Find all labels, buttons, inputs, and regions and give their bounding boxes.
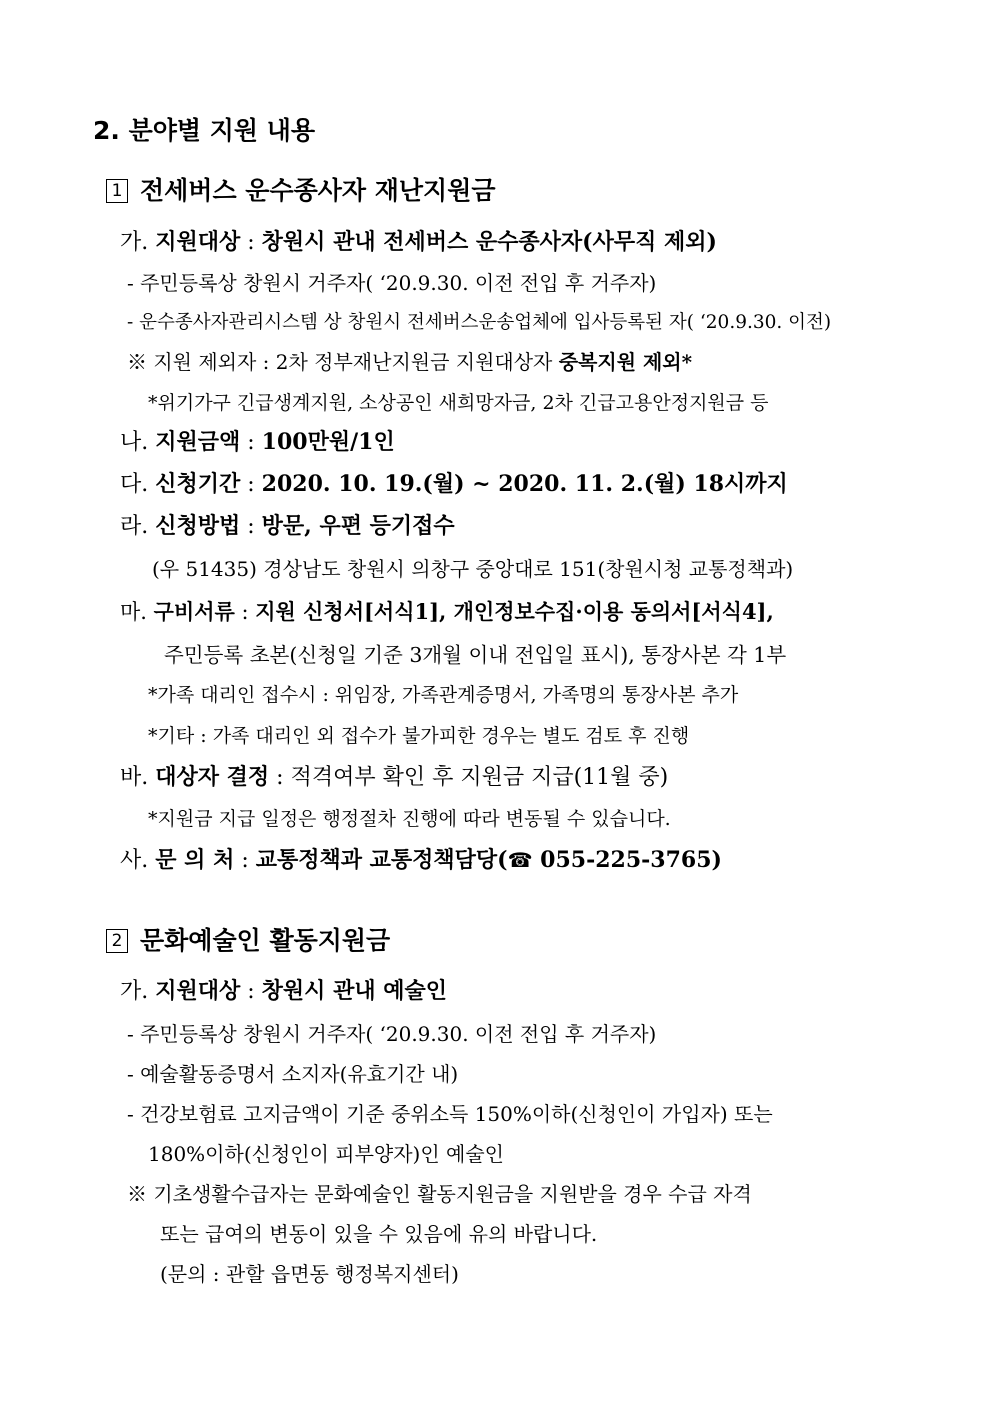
section2-title: 문화예술인 활동지원금 bbox=[140, 926, 391, 955]
item-label: 지원대상 bbox=[155, 978, 241, 1004]
item-value: 2020. 10. 19.(월) ~ 2020. 11. 2.(월) 18시까지 bbox=[261, 471, 788, 497]
s1-item-sa bbox=[120, 849, 722, 872]
item-marker: 가. bbox=[120, 230, 149, 255]
item-value: 지원 신청서[서식1], 개인정보수집·이용 동의서[서식4], bbox=[255, 599, 774, 624]
phone-number: 055-225-3765) bbox=[532, 847, 722, 873]
s1-ba-note: *지원금 지급 일정은 행정절차 진행에 따라 변동될 수 있습니다. bbox=[148, 808, 671, 830]
item-sep: : bbox=[240, 430, 262, 455]
s2-ga-sub3: - 건강보험료 고지금액이 기준 중위소득 150%이하(신청인이 가입자) 또는 bbox=[127, 1102, 773, 1126]
section1-title: 전세버스 운수종사자 재난지원금 bbox=[140, 176, 496, 205]
s1-ma-note2: *기타 : 가족 대리인 외 접수가 불가피한 경우는 별도 검토 후 진행 bbox=[148, 725, 690, 747]
s1-item-ga bbox=[120, 231, 717, 254]
s2-ga-sub1: - 주민등록상 창원시 거주자( ‘20.9.30. 이전 전입 후 거주자) bbox=[127, 1022, 657, 1046]
item-sep: : bbox=[240, 472, 262, 497]
item-sep: : bbox=[240, 979, 262, 1004]
s1-item-da bbox=[120, 473, 788, 496]
item-label: 신청기간 bbox=[155, 471, 241, 497]
item-value: 교통정책과 교통정책담당( bbox=[255, 847, 508, 873]
s2-note3: (문의 : 관할 읍면동 행정복지센터) bbox=[160, 1262, 459, 1286]
item-sep: : bbox=[240, 230, 262, 255]
item-marker: 사. bbox=[120, 848, 149, 873]
item-label: 신청방법 bbox=[155, 513, 241, 539]
section1-title-row bbox=[106, 178, 496, 203]
s1-ma-cont: 주민등록 초본(신청일 기준 3개월 이내 전입일 표시), 통장사본 각 1부 bbox=[164, 643, 787, 667]
s2-ga-sub2: - 예술활동증명서 소지자(유효기간 내) bbox=[127, 1062, 459, 1086]
item-sep: : bbox=[269, 765, 291, 790]
item-label: 지원금액 bbox=[155, 429, 241, 455]
s2-note2: 또는 급여의 변동이 있을 수 있음에 유의 바랍니다. bbox=[160, 1222, 598, 1246]
s1-ra-address: (우 51435) 경상남도 창원시 의창구 중앙대로 151(창원시청 교통정책과) bbox=[152, 557, 794, 581]
item-value: 창원시 관내 전세버스 운수종사자(사무직 제외) bbox=[261, 229, 717, 255]
item-marker: 바. bbox=[120, 765, 149, 790]
s2-note1: ※ 기초생활수급자는 문화예술인 활동지원금을 지원받을 경우 수급 자격 bbox=[127, 1182, 752, 1206]
item-label: 구비서류 bbox=[153, 599, 235, 624]
section2-title-row bbox=[106, 928, 390, 953]
item-marker: 가. bbox=[120, 979, 149, 1004]
note-emphasis: 중복지원 제외* bbox=[558, 350, 693, 374]
item-value: 적격여부 확인 후 지원금 지급(11월 중) bbox=[290, 765, 669, 790]
item-label: 지원대상 bbox=[155, 229, 241, 255]
note-text: ※ 지원 제외자 : 2차 정부재난지원금 지원대상자 bbox=[127, 350, 559, 374]
item-marker: 다. bbox=[120, 472, 149, 497]
s1-item-ba bbox=[120, 766, 668, 789]
item-sep: : bbox=[234, 848, 256, 873]
phone-icon: ☎ bbox=[507, 848, 533, 872]
item-sep: : bbox=[234, 600, 256, 624]
item-label: 문 의 처 bbox=[155, 847, 235, 873]
item-value: 방문, 우편 등기접수 bbox=[261, 513, 455, 539]
s1-ga-note-detail: *위기가구 긴급생계지원, 소상공인 새희망자금, 2차 긴급고용안정지원금 등 bbox=[148, 392, 769, 414]
s1-ga-sub1: - 주민등록상 창원시 거주자( ‘20.9.30. 이전 전입 후 거주자) bbox=[127, 271, 657, 295]
s1-item-na bbox=[120, 431, 395, 454]
s1-item-ma bbox=[120, 601, 774, 623]
s1-item-ra bbox=[120, 515, 455, 538]
s1-ma-note1: *가족 대리인 접수시 : 위임장, 가족관계증명서, 가족명의 통장사본 추가 bbox=[148, 684, 739, 706]
section2-number-box: 2 bbox=[106, 929, 128, 953]
item-sep: : bbox=[240, 514, 262, 539]
s1-ga-sub2: - 운수종사자관리시스템 상 창원시 전세버스운송업체에 입사등록된 자( ‘20.9.30. 이전) bbox=[127, 312, 832, 333]
item-value: 창원시 관내 예술인 bbox=[261, 978, 448, 1004]
s1-ga-note bbox=[127, 352, 692, 372]
item-marker: 마. bbox=[120, 600, 147, 624]
item-label: 대상자 결정 bbox=[155, 764, 270, 790]
item-value: 100만원/1인 bbox=[261, 429, 395, 455]
s2-item-ga bbox=[120, 980, 447, 1003]
item-marker: 나. bbox=[120, 430, 149, 455]
s2-ga-sub3-cont: 180%이하(신청인이 피부양자)인 예술인 bbox=[148, 1142, 504, 1166]
section1-number-box: 1 bbox=[106, 179, 128, 203]
item-marker: 라. bbox=[120, 514, 149, 539]
section-heading: 2. 분야별 지원 내용 bbox=[93, 116, 316, 145]
